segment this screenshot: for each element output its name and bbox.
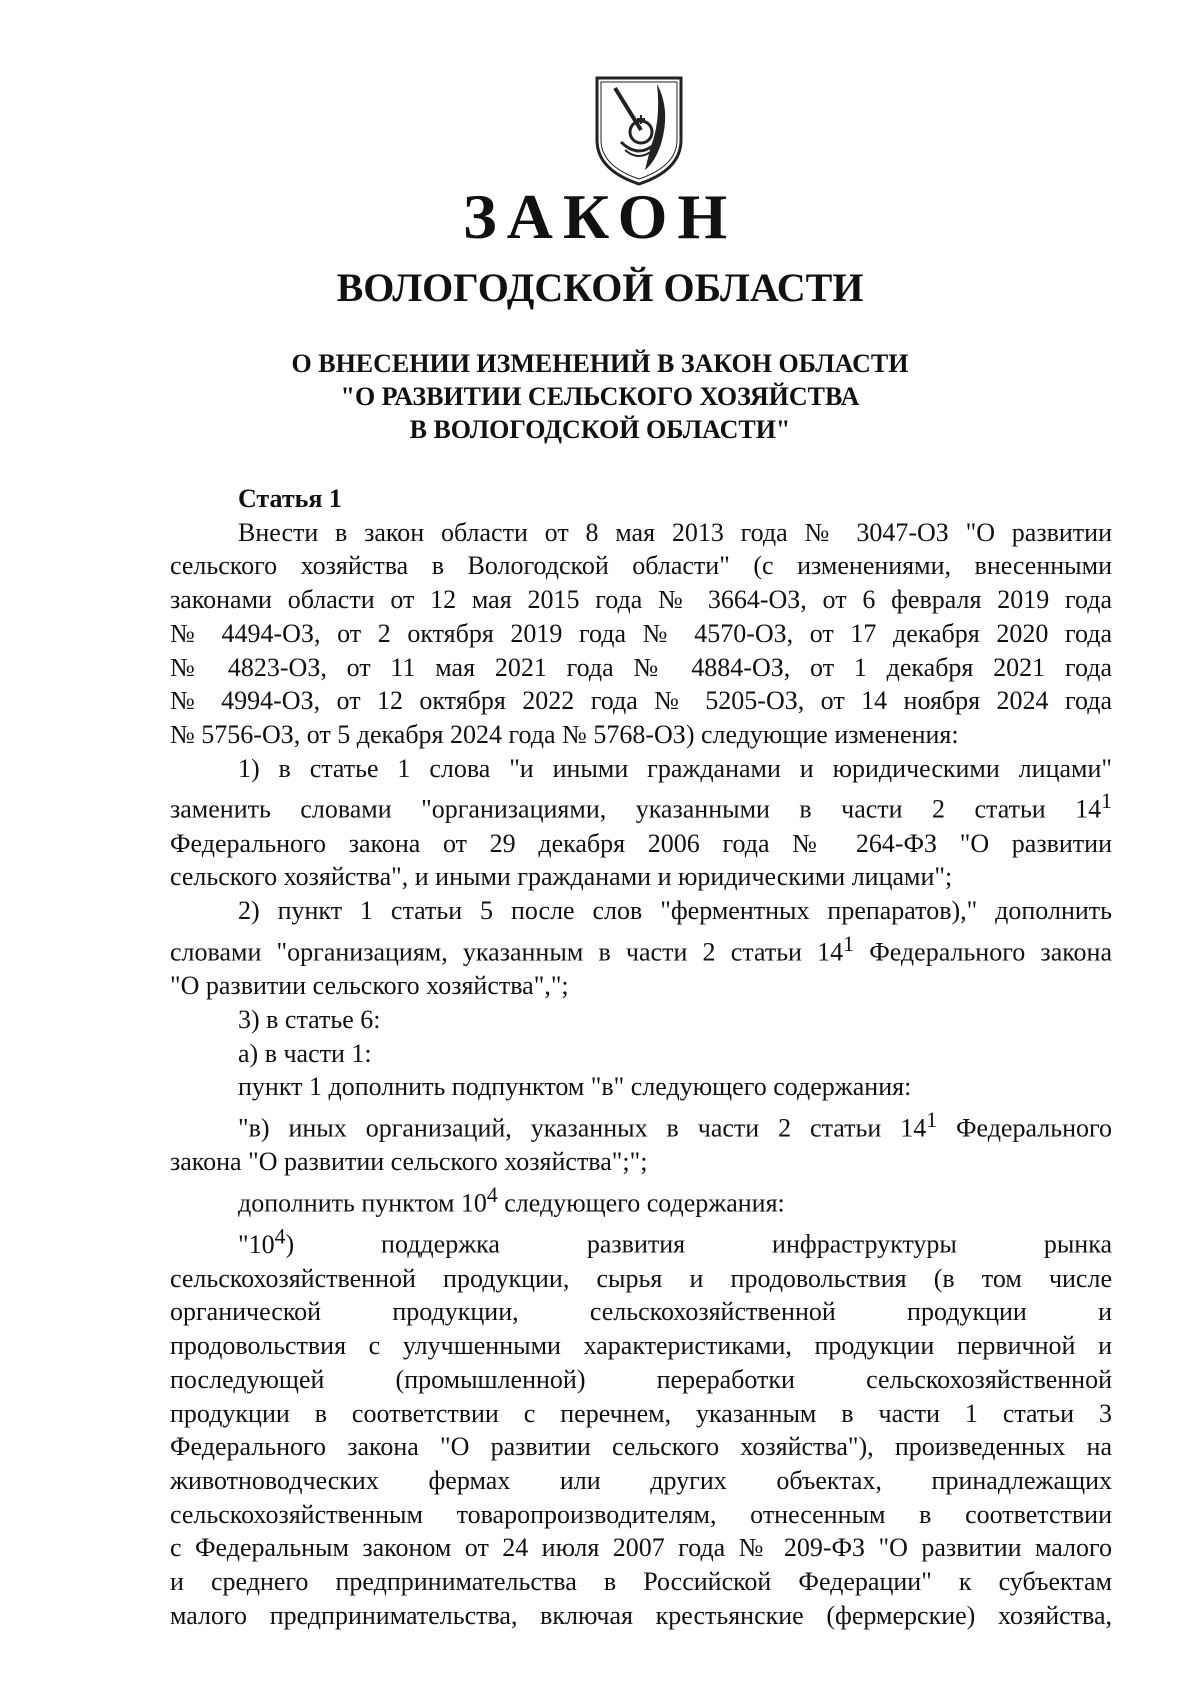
superscript: 4	[274, 1224, 286, 1249]
text-run: ) поддержка развития инфраструктуры рынка	[285, 1230, 1112, 1260]
text-line	[170, 785, 1112, 826]
text-line: а) в части 1:	[238, 1038, 372, 1068]
text-line: сельского хозяйства", и иными гражданами и юридическими лицами";	[170, 862, 953, 892]
text-line: сельскохозяйственным товаропроизводителям, отнесенным в соответствии	[170, 1499, 1112, 1529]
text-line: с Федеральным законом от 24 июля 2007 года № 209-ФЗ "О развитии малого	[170, 1533, 1112, 1563]
text-run: словами "организациям, указанным в части 2 статьи 14	[170, 937, 844, 967]
text-run: "в) иных организаций, указанных в части 2 статьи 14	[238, 1113, 927, 1143]
text-line: 2) пункт 1 статьи 5 после слов "ферментных препаратов)," дополнить	[238, 896, 1112, 926]
superscript: 1	[843, 931, 854, 956]
superscript: 1	[926, 1107, 938, 1132]
text-run: заменить словами "организациями, указанными в части 2 статьи 14	[170, 794, 1102, 824]
text-line: 1) в статье 1 слова "и иными гражданами и юридическими лицами"	[238, 753, 1112, 783]
text-line	[170, 1104, 1112, 1145]
text-line: последующей (промышленной) переработки сельскохозяйственной	[170, 1364, 1112, 1394]
law-name-line: В ВОЛОГОДСКОЙ ОБЛАСТИ"	[409, 415, 791, 444]
superscript: 4	[486, 1183, 498, 1208]
text-run: Федерального	[937, 1113, 1112, 1143]
text-line: животноводческих фермах или других объектах, принадлежащих	[170, 1465, 1112, 1495]
text-line: закона "О развитии сельского хозяйства";";	[170, 1147, 648, 1177]
coat-of-arms-emblem	[591, 70, 687, 188]
text-line: № 4823-ОЗ, от 11 мая 2021 года № 4884-ОЗ, от 1 декабря 2021 года	[170, 652, 1112, 682]
text-line: сельского хозяйства в Вологодской области" (с изменениями, внесенными	[170, 551, 1112, 581]
superscript: 1	[1101, 789, 1112, 814]
text-line: продукции в соответствии с перечнем, указанным в части 1 статьи 3	[170, 1398, 1112, 1428]
text-run: Федерального закона	[854, 937, 1112, 967]
text-line: № 5756-ОЗ, от 5 декабря 2024 года № 5768-ОЗ) следующие изменения:	[170, 719, 959, 749]
document-subtitle: ВОЛОГОДСКОЙ ОБЛАСТИ	[336, 265, 864, 310]
law-name-line: О ВНЕСЕНИИ ИЗМЕНЕНИЙ В ЗАКОН ОБЛАСТИ	[291, 349, 909, 378]
text-line: Федерального закона от 29 декабря 2006 года № 264-ФЗ "О развитии	[170, 828, 1112, 858]
text-line: пункт 1 дополнить подпунктом "в" следующего содержания:	[238, 1072, 912, 1102]
text-line: Внести в закон области от 8 мая 2013 года № 3047-ОЗ "О развитии	[238, 517, 1112, 547]
document-title: ЗАКОН	[462, 181, 738, 252]
text-line	[170, 1179, 1112, 1220]
article-body	[170, 482, 1112, 1632]
text-line	[170, 928, 1112, 969]
law-name	[0, 347, 1200, 446]
text-line: сельскохозяйственной продукции, сырья и продовольствия (в том числе	[170, 1263, 1112, 1293]
text-run: следующего содержания:	[497, 1188, 785, 1218]
text-line: 3) в статье 6:	[238, 1004, 381, 1034]
text-line: Федерального закона "О развитии сельского хозяйства"), произведенных на	[170, 1432, 1112, 1462]
text-line: "О развитии сельского хозяйства",";	[170, 971, 569, 1001]
text-line: № 4994-ОЗ, от 12 октября 2022 года № 5205-ОЗ, от 14 ноября 2024 года	[170, 686, 1112, 716]
text-line: и среднего предпринимательства в Российской Федерации" к субъектам	[170, 1567, 1112, 1597]
text-line: продовольствия с улучшенными характеристиками, продукции первичной и	[170, 1331, 1112, 1361]
article-heading: Статья 1	[238, 484, 342, 513]
text-line: органической продукции, сельскохозяйственной продукции и	[170, 1297, 1112, 1327]
text-line	[170, 1220, 1112, 1261]
text-run: "10	[238, 1230, 275, 1260]
text-run: дополнить пунктом 10	[238, 1188, 487, 1218]
text-line: законами области от 12 мая 2015 года № 3664-ОЗ, от 6 февраля 2019 года	[170, 585, 1112, 615]
text-line: № 4494-ОЗ, от 2 октября 2019 года № 4570-ОЗ, от 17 декабря 2020 года	[170, 618, 1112, 648]
law-name-line: "О РАЗВИТИИ СЕЛЬСКОГО ХОЗЯЙСТВА	[340, 382, 860, 411]
text-line: малого предпринимательства, включая крестьянские (фермерские) хозяйства,	[170, 1600, 1112, 1630]
